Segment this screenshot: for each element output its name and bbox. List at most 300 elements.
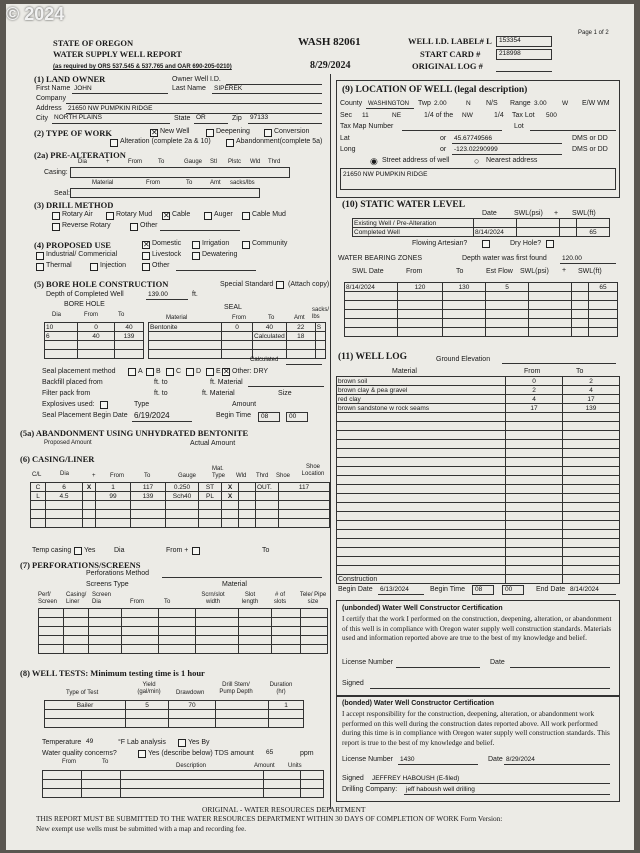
street-address-box: 21650 NW PUMPKIN RIDGE xyxy=(340,168,616,190)
log-col-material: Material xyxy=(392,368,417,375)
log-row xyxy=(337,377,620,386)
bore-to: 139 xyxy=(115,332,144,341)
begin-date-caption: Begin Date xyxy=(338,586,373,593)
log-material: brown clay & pea gravel xyxy=(337,386,506,395)
abandonment-title: (5a) ABANDONMENT USING UNHYDRATED BENTONITE xyxy=(20,428,249,438)
log-material: red clay xyxy=(337,395,506,404)
thermal-label: Thermal xyxy=(46,262,72,269)
pre-alteration-title: (2a) PRE-ALTERATION xyxy=(34,150,126,160)
quality-col-amount: Amount xyxy=(254,763,275,769)
industrial-checkbox[interactable] xyxy=(36,252,44,260)
other-drill-label: Other xyxy=(140,222,158,229)
quality-col-description: Description xyxy=(176,763,207,769)
copyright-watermark: © 2024 xyxy=(6,4,65,24)
tax-map-caption: Tax Map Number xyxy=(340,123,394,130)
pre-alt-col-sacks: sacks/lbs xyxy=(230,180,255,186)
rotary-air-label: Rotary Air xyxy=(62,211,93,218)
log-begin-time-caption: Begin Time xyxy=(430,586,466,593)
city-value: NORTH PLAINS xyxy=(54,114,102,121)
seal-table xyxy=(148,322,326,359)
lab-analysis-checkbox[interactable] xyxy=(178,739,186,747)
test-yield: 5 xyxy=(126,701,169,710)
log-col-to: To xyxy=(576,368,584,375)
casing-cl: C xyxy=(31,483,46,492)
zip-caption: Zip xyxy=(232,115,242,122)
depth-first-value: 120.00 xyxy=(562,255,582,262)
test-row xyxy=(45,701,304,710)
casing-col-plus: + xyxy=(92,473,96,479)
quarter2-value: NW xyxy=(462,112,473,119)
casing-col-cl: C/L xyxy=(32,472,42,478)
end-date-caption: End Date xyxy=(536,586,566,593)
attach-copy-caption: (Attach copy) xyxy=(288,281,330,288)
cable-mud-checkbox[interactable] xyxy=(242,212,250,220)
flowing-checkbox[interactable] xyxy=(482,240,490,248)
casing-col-wld: Wld xyxy=(236,473,247,479)
dry-hole-caption: Dry Hole? xyxy=(510,240,542,247)
pre-alt-col-wld: Wld xyxy=(250,159,261,165)
county-value: WASHINGTON xyxy=(368,101,410,107)
seal-time-minute: 00 xyxy=(286,412,308,422)
reverse-rotary-checkbox[interactable] xyxy=(52,223,60,231)
completed-date: 8/14/2024 xyxy=(474,228,517,237)
reverse-rotary-label: Reverse Rotary xyxy=(62,222,111,229)
explosives-caption: Explosives used: xyxy=(42,401,95,408)
footer-line1: THIS REPORT MUST BE SUBMITTED TO THE WATER RESOURCES DEPARTMENT WITHIN 30 DAYS OF COMPLETION OF WORK Form Version: xyxy=(36,814,503,823)
temperature-value: 49 xyxy=(86,738,94,745)
other-use-checkbox[interactable] xyxy=(142,263,150,271)
log-to: 2 xyxy=(563,377,620,386)
zone-col-from: From xyxy=(406,268,423,275)
seal-method-caption: Seal placement method xyxy=(42,368,116,375)
sec-value: 11 xyxy=(362,112,369,119)
dry-hole-checkbox[interactable] xyxy=(546,240,554,248)
perf-col-width: Scrn/slot width xyxy=(201,592,225,605)
log-col-from: From xyxy=(524,368,541,375)
irrigation-checkbox[interactable] xyxy=(192,241,200,249)
zone-row xyxy=(345,283,618,292)
other-use-label: Other xyxy=(152,262,170,269)
casing-mat: PL xyxy=(199,492,222,501)
casing-table xyxy=(30,482,330,528)
bonded-date-caption: Date xyxy=(488,756,503,763)
zone-col-ft: SWL(ft) xyxy=(578,268,602,275)
quality-col-from: From xyxy=(62,759,76,765)
seal-time-hour: 08 xyxy=(258,412,280,422)
log-from: 4 xyxy=(506,395,563,404)
state-value: OR xyxy=(196,114,206,121)
flowing-caption: Flowing Artesian? xyxy=(412,240,468,247)
casing-gauge: Sch40 xyxy=(166,492,199,501)
bonded-text: I accept responsibility for the construction, deepening, alteration, or abandonment work performed on this well during the construction dates reported above. All work performed during this time is in compliance with Oregon water supply well construction standards. This report is true to the best of my knowledge and belief. xyxy=(342,710,610,747)
seal-opt-a: A xyxy=(138,368,143,375)
temperature-caption: Temperature xyxy=(42,739,82,746)
bonded-signed-caption: Signed xyxy=(342,775,364,782)
backfill-caption: Backfill placed from xyxy=(42,379,103,386)
cable-checkbox[interactable]: ✕ xyxy=(163,211,170,220)
special-standard-caption: Special Standard xyxy=(220,281,274,288)
perf-col-slots: # of slots xyxy=(273,592,287,605)
filter-material: ft. Material xyxy=(202,390,235,397)
lot-caption: Lot xyxy=(514,123,524,130)
city-caption: City xyxy=(36,115,49,122)
depth-caption: Depth of Completed Well xyxy=(46,291,124,298)
report-title: WATER SUPPLY WELL REPORT xyxy=(53,49,182,59)
bore-dia: 10 xyxy=(45,323,78,332)
tax-lot-value: 500 xyxy=(546,112,557,119)
completed-swl: 65 xyxy=(577,228,610,237)
rotary-mud-checkbox[interactable] xyxy=(106,212,114,220)
pre-alt-col-gauge: Gauge xyxy=(184,159,203,165)
conversion-checkbox[interactable] xyxy=(264,129,272,137)
unbonded-license-caption: License Number xyxy=(342,659,393,666)
auger-checkbox[interactable] xyxy=(204,212,212,220)
other-drill-checkbox[interactable] xyxy=(130,223,138,231)
twp-value: 2.00 xyxy=(434,100,447,107)
test-col-yield: Yield (gal/min) xyxy=(137,682,161,695)
casing-to: 117 xyxy=(131,483,166,492)
dewatering-checkbox[interactable] xyxy=(192,252,200,260)
quarter-caption2: 1/4 xyxy=(494,112,504,119)
seal-opt-e: E xyxy=(216,368,221,375)
seal-material: Bentonite xyxy=(149,323,222,332)
pre-alt-col-plus: + xyxy=(106,159,110,165)
casing-col-shoe-loc: Shoe Location xyxy=(301,464,325,477)
long-caption: Long xyxy=(340,146,356,153)
footer-line2: New exempt use wells must be submitted with a map and recording fee. xyxy=(36,824,247,833)
lat-value: 45.67749566 xyxy=(454,135,492,142)
lat-caption: Lat xyxy=(340,135,350,142)
casing-dia: 6 xyxy=(46,483,83,492)
screens-type: Screens Type xyxy=(86,581,129,588)
calculated-label: Calculated xyxy=(250,357,279,363)
lab-analysis-caption: °F Lab analysis xyxy=(118,739,166,746)
sec-caption: Sec xyxy=(340,112,353,119)
domestic-checkbox[interactable]: ✕ xyxy=(143,240,150,249)
quarter-caption: 1/4 of the xyxy=(424,112,454,119)
street-option: Street address of well xyxy=(382,157,450,164)
begin-date-value: 6/13/2024 xyxy=(380,586,409,593)
existing-well-label: Existing Well / Pre-Alteration xyxy=(353,219,474,228)
seal-begin-value: 6/19/2024 xyxy=(134,411,170,420)
bore-col-to: To xyxy=(118,312,125,318)
drilling-company-caption: Drilling Company: xyxy=(342,786,398,793)
pre-alt-col-amt: Amt xyxy=(210,180,221,186)
footer-original: ORIGINAL - WATER RESOURCES DEPARTMENT xyxy=(202,805,366,814)
domestic-label: Domestic xyxy=(152,240,182,247)
quality-table xyxy=(42,770,324,798)
seal-opt-a-checkbox[interactable] xyxy=(128,368,136,376)
lab-yes-by: Yes By xyxy=(188,739,210,746)
county-caption: County xyxy=(340,100,363,107)
temp-casing-plus-checkbox[interactable] xyxy=(192,547,200,555)
unbonded-title: (unbonded) Water Well Constructor Certification xyxy=(342,605,503,612)
quality-col-to: To xyxy=(102,759,109,765)
log-row xyxy=(337,404,620,413)
casing-dia: 4.5 xyxy=(46,492,83,501)
range-value: 3.00 xyxy=(534,100,547,107)
seal-opt-d-checkbox[interactable] xyxy=(186,368,194,376)
bonded-license-caption: License Number xyxy=(342,756,393,763)
test-col-type: Type of Test xyxy=(66,690,99,696)
bore-from: 40 xyxy=(78,332,115,341)
address-caption: Address xyxy=(36,105,62,112)
bonded-signed-value: JEFFREY HABOUSH (E-filed) xyxy=(372,775,460,782)
abandonment-label: Abandonment(complete 5a) xyxy=(236,138,323,145)
static-water-table xyxy=(352,218,610,237)
pre-alt-col-to: To xyxy=(158,159,165,165)
injection-checkbox[interactable] xyxy=(90,263,98,271)
zone-psi xyxy=(529,283,572,292)
casing-from: 1 xyxy=(96,483,131,492)
deepening-checkbox[interactable] xyxy=(206,129,214,137)
new-well-checkbox[interactable]: ✕ xyxy=(151,128,158,137)
filter-size: Size xyxy=(278,390,292,397)
quality-describe: Yes (describe below) TDS amount xyxy=(148,750,254,757)
temp-casing-yes: Yes xyxy=(84,547,96,554)
rotary-air-checkbox[interactable] xyxy=(52,212,60,220)
bore-hole-title: (5) BORE HOLE CONSTRUCTION xyxy=(34,279,169,289)
log-from: 0 xyxy=(506,377,563,386)
seal-calc-amt: 18 xyxy=(286,332,315,341)
seal-opt-d: D xyxy=(196,368,202,375)
explosives-checkbox[interactable] xyxy=(100,401,108,409)
test-col-drawdown: Drawdown xyxy=(176,690,205,696)
long-value: -123.02290999 xyxy=(454,146,498,153)
casing-to: 139 xyxy=(131,492,166,501)
quality-caption: Water quality concerns? xyxy=(42,750,117,757)
thermal-checkbox[interactable] xyxy=(36,263,44,271)
bore-col-dia: Dia xyxy=(52,312,62,318)
test-drawdown: 70 xyxy=(169,701,216,710)
seal-col-amt: Amt xyxy=(294,315,305,321)
address-value: 21650 NW PUMPKIN RIDGE xyxy=(68,105,153,112)
proposed-amount: Proposed Amount xyxy=(44,440,92,446)
backfill-material: ft. Material xyxy=(210,379,243,386)
seal-row xyxy=(149,332,326,341)
completed-well-row xyxy=(353,228,610,237)
perf-col-dia: Screen Dia xyxy=(92,592,112,605)
seal-caption: SEAL xyxy=(224,304,242,311)
seal-other-checkbox[interactable]: ✕ xyxy=(223,367,230,376)
perf-col-screen: Perf/ Screen xyxy=(38,592,58,605)
seal-opt-c-checkbox[interactable] xyxy=(166,368,174,376)
seal-material xyxy=(149,332,222,341)
pre-alt-col-to2: To xyxy=(186,180,193,186)
community-checkbox[interactable] xyxy=(242,241,250,249)
seal-other-dry: Other: DRY xyxy=(232,368,269,375)
log-material: brown sandstone w rock seams xyxy=(337,404,506,413)
seal-calculated: Calculated xyxy=(254,332,285,340)
test-duration: 1 xyxy=(269,701,304,710)
bore-row xyxy=(45,332,144,341)
zone-col-psi: SWL(psi) xyxy=(520,268,549,275)
perf-col-pipe: Tele/ Pipe size xyxy=(299,592,327,605)
auger-label: Auger xyxy=(214,211,233,218)
casing-cl: L xyxy=(31,492,46,501)
unbonded-signed-caption: Signed xyxy=(342,680,364,687)
irrigation-label: Irrigation xyxy=(202,240,230,247)
construction-caption: Construction xyxy=(338,576,378,583)
location-title: (9) LOCATION OF WELL (legal description) xyxy=(342,85,528,95)
completed-well-label: Completed Well xyxy=(353,228,474,237)
depth-first-caption: Depth water was first found xyxy=(462,255,547,262)
casing-col-to: To xyxy=(144,473,151,479)
swl-col-ft: SWL(ft) xyxy=(572,210,596,217)
casing-thrd xyxy=(239,483,256,492)
alteration-label: Alteration (complete 2a & 10) xyxy=(120,138,211,145)
lat-or: or xyxy=(440,135,447,142)
zip-value: 97133 xyxy=(250,114,269,121)
casing-col-gauge: Gauge xyxy=(178,473,197,479)
start-card-value: 218998 xyxy=(496,49,552,60)
pre-alt-col-from2: From xyxy=(146,180,160,186)
swl-col-date: Date xyxy=(482,210,497,217)
quality-checkbox[interactable] xyxy=(138,750,146,758)
swl-col-psi: SWL(psi) xyxy=(514,210,543,217)
zone-col-to: To xyxy=(456,268,464,275)
casing-loc: 117 xyxy=(279,483,330,492)
conversion-label: Conversion xyxy=(274,128,310,135)
seal-col-material: Material xyxy=(166,315,188,321)
unbonded-date-caption: Date xyxy=(490,659,505,666)
report-date: 8/29/2024 xyxy=(310,60,351,71)
water-zones-caption: WATER BEARING ZONES xyxy=(338,255,423,262)
zone-from: 120 xyxy=(398,283,443,292)
bonded-license-value: 1430 xyxy=(400,756,415,763)
log-material: brown soil xyxy=(337,377,506,386)
filter-caption: Filter pack from xyxy=(42,390,91,397)
seal-label: Seal: xyxy=(54,190,70,197)
well-log-title: (11) WELL LOG xyxy=(338,352,407,362)
pre-alt-col-stl: Stl xyxy=(210,159,218,165)
cable-label: Cable xyxy=(172,211,191,218)
industrial-label: Industrial/ Commericial xyxy=(46,251,118,258)
street-radio[interactable]: ◉ xyxy=(370,156,378,166)
lat-dms: DMS or DD xyxy=(572,135,608,142)
temp-casing-caption: Temp casing xyxy=(32,547,72,554)
special-standard-checkbox[interactable] xyxy=(276,281,284,289)
first-name-caption: First Name xyxy=(36,85,71,92)
log-to: 4 xyxy=(563,386,620,395)
unbonded-text: I certify that the work I performed on the construction, deepening, alteration, or abandonment of this well is in compliance with Oregon water supply well construction standards. Materials used and information reported above are true to the best of my knowledge and belief. xyxy=(342,615,612,642)
casing-col-mat: Mat. Type xyxy=(212,466,226,479)
seal-opt-c: C xyxy=(176,368,182,375)
casing-from: 99 xyxy=(96,492,131,501)
end-date-value: 8/14/2024 xyxy=(570,586,599,593)
bore-hole-caption: BORE HOLE xyxy=(64,301,105,308)
first-name-value: JOHN xyxy=(74,85,92,92)
well-label-value: 153354 xyxy=(496,36,552,47)
bore-hole-table xyxy=(44,322,144,359)
temp-casing-from: From + xyxy=(166,547,189,554)
static-water-title: (10) STATIC WATER LEVEL xyxy=(342,200,466,210)
bore-row xyxy=(45,323,144,332)
filter-to: ft. to xyxy=(154,390,168,397)
log-time-hour: 08 xyxy=(472,585,494,595)
quarter1-value: NE xyxy=(392,112,402,119)
new-well-label: New Well xyxy=(160,128,190,135)
casing-shoe: OUT. xyxy=(256,483,279,492)
seal-row xyxy=(149,323,326,332)
zone-col-flow: Est Flow xyxy=(486,268,513,275)
land-owner-title: (1) LAND OWNER xyxy=(34,74,106,84)
perforations-method: Perforations Method xyxy=(86,570,150,577)
long-dms: DMS or DD xyxy=(572,146,608,153)
alteration-checkbox[interactable] xyxy=(110,139,118,147)
perf-col-to: To xyxy=(164,599,171,605)
seal-amt: 22 xyxy=(286,323,315,332)
quality-col-units: Units xyxy=(288,763,302,769)
zone-date: 8/14/2024 xyxy=(345,283,398,292)
proposed-use-title: (4) PROPOSED USE xyxy=(34,240,111,250)
backfill-to: ft. to xyxy=(154,379,168,386)
seal-opt-e-checkbox[interactable] xyxy=(206,368,214,376)
drilling-company-value: jeff haboush well drilling xyxy=(406,786,475,793)
tds-unit: ppm xyxy=(300,750,314,757)
casing-plus: X xyxy=(83,483,96,492)
test-type: Bailer xyxy=(45,701,126,710)
rotary-mud-label: Rotary Mud xyxy=(116,211,153,218)
seal-opt-b-checkbox[interactable] xyxy=(146,368,154,376)
casing-col-shoe: Shoe xyxy=(276,473,291,479)
log-to: 17 xyxy=(563,395,620,404)
nearest-radio[interactable]: ○ xyxy=(474,156,480,166)
company-caption: Company xyxy=(36,95,66,102)
log-to: 139 xyxy=(563,404,620,413)
test-depth xyxy=(216,701,269,710)
dewatering-label: Dewatering xyxy=(202,251,238,258)
abandonment-checkbox[interactable] xyxy=(226,139,234,147)
log-row xyxy=(337,386,620,395)
pre-alt-col-material: Material xyxy=(92,180,114,186)
tds-value: 65 xyxy=(266,749,274,756)
bore-col-from: From xyxy=(84,312,98,318)
test-col-depth: Drill Stem/ Pump Depth xyxy=(219,682,253,695)
bonded-title: (bonded) Water Well Constructor Certification xyxy=(342,700,495,707)
tax-lot-caption: Tax Lot xyxy=(512,112,535,119)
seal-unit: S xyxy=(315,323,325,332)
perforations-title: (7) PERFORATIONS/SCREENS xyxy=(20,560,141,570)
zone-col-plus: + xyxy=(562,267,567,274)
temp-casing-checkbox[interactable] xyxy=(74,547,82,555)
explosives-type: Type xyxy=(134,401,150,408)
pre-alt-col-plstc: Plstc xyxy=(228,159,242,165)
ground-elevation-caption: Ground Elevation xyxy=(436,356,491,363)
log-from: 17 xyxy=(506,404,563,413)
bonded-date-value: 8/29/2024 xyxy=(506,756,535,763)
deepening-label: Deepening xyxy=(216,128,250,135)
nearest-option: Nearest address xyxy=(486,157,538,164)
bore-from: 0 xyxy=(78,323,115,332)
bore-to: 40 xyxy=(115,323,144,332)
casing-liner-title: (6) CASING/LINER xyxy=(20,454,95,464)
last-name-caption: Last Name xyxy=(172,85,206,92)
casing-row xyxy=(31,492,330,501)
cable-mud-label: Cable Mud xyxy=(252,211,286,218)
seal-begin-caption: Seal Placement Begin Date xyxy=(42,412,128,419)
livestock-checkbox[interactable] xyxy=(142,252,150,260)
zone-ft: 65 xyxy=(589,283,618,292)
casing-plus xyxy=(83,492,96,501)
casing-col-thrd: Thrd xyxy=(256,473,269,479)
log-time-minute: 00 xyxy=(502,585,524,595)
seal-col-to: To xyxy=(268,315,275,321)
well-label-caption: WELL I.D. LABEL# L xyxy=(408,36,492,46)
perf-col-casing: Casing/ Liner xyxy=(66,592,87,605)
explosives-amount: Amount xyxy=(232,401,257,408)
county-code: WASH 82061 xyxy=(298,36,361,48)
